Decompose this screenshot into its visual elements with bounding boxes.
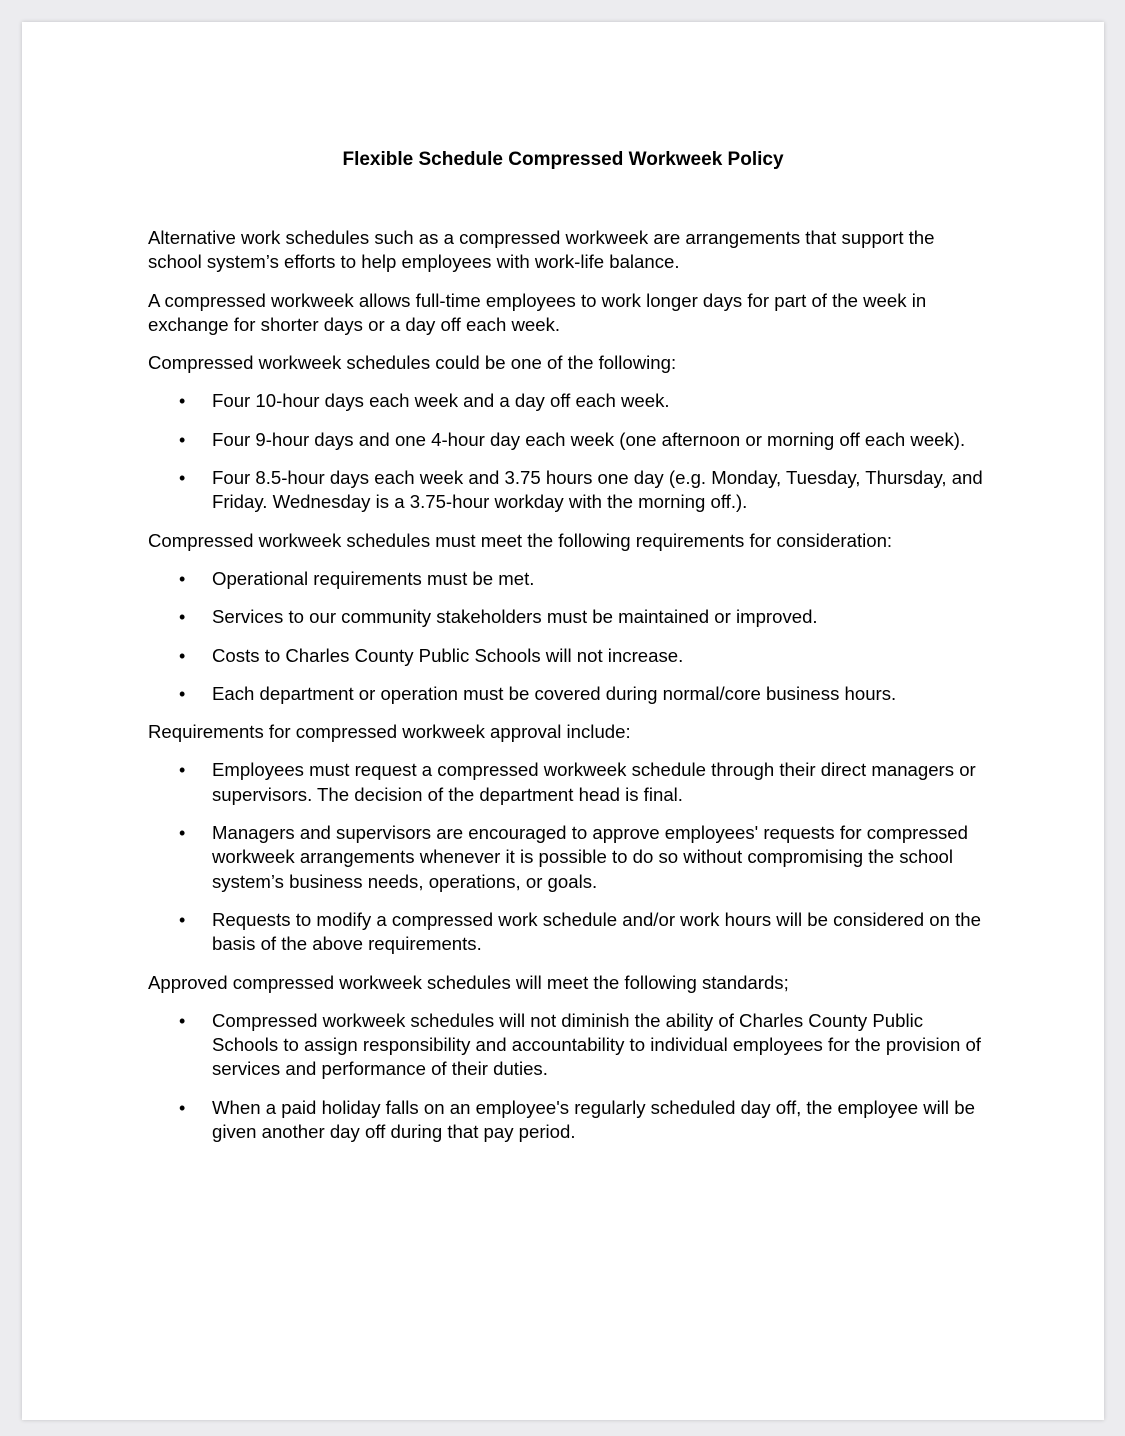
list-item: [148, 466, 988, 515]
list-item-text: Operational requirements must be met.: [212, 567, 535, 589]
section-heading-approval-requirements: Requirements for compressed workweek approval include:: [148, 721, 631, 743]
list-item: [148, 758, 988, 807]
list-item-text: Compressed workweek schedules will not diminish the ability of Charles County Public Schools to assign responsibility and accountability to individual employees for the provision of services and performance of their duties.: [212, 1009, 981, 1080]
bullet-icon: •: [179, 607, 186, 628]
bullet-icon: •: [179, 645, 186, 666]
list-item-text: Four 8.5-hour days each week and 3.75 hours one day (e.g. Monday, Tuesday, Thursday, and Friday. Wednesday is a 3.75-hour workday with the morning off.).: [212, 467, 983, 513]
bullet-icon: •: [179, 568, 186, 589]
bullet-icon: •: [179, 823, 186, 844]
consideration-requirements-list: [148, 567, 988, 706]
list-item: [148, 682, 988, 706]
bullet-icon: •: [179, 1097, 186, 1118]
approved-standards-list: [148, 1009, 988, 1144]
list-item: [148, 567, 988, 591]
intro-paragraph-2: A compressed workweek allows full-time employees to work longer days for part of the week in exchange for shorter days or a day off each week.: [148, 289, 927, 335]
bullet-icon: •: [179, 429, 186, 450]
list-item: [148, 605, 988, 629]
section-heading-schedule-options: Compressed workweek schedules could be one of the following:: [148, 352, 677, 374]
list-item: [148, 1096, 988, 1145]
list-item-text: When a paid holiday falls on an employee's regularly scheduled day off, the employee will be given another day off during that pay period.: [212, 1096, 975, 1143]
document-page: [22, 22, 1104, 1420]
bullet-icon: •: [179, 760, 186, 781]
list-item-text: Requests to modify a compressed work schedule and/or work hours will be considered on the basis of the above requirements.: [212, 908, 981, 955]
list-item-text: Four 10-hour days each week and a day off each week.: [212, 390, 670, 412]
list-item: [148, 821, 988, 894]
schedule-options-list: [148, 389, 988, 514]
list-item-text: Services to our community stakeholders must be maintained or improved.: [212, 606, 818, 628]
list-item-text: Costs to Charles County Public Schools will not increase.: [212, 644, 684, 666]
list-item: [148, 389, 988, 413]
approval-requirements-list: [148, 758, 988, 956]
list-item: [148, 644, 988, 668]
list-item-text: Managers and supervisors are encouraged to approve employees' requests for compressed workweek arrangements whenever it is possible to do so without compromising the school system’s business needs, operations, or goals.: [212, 822, 968, 892]
list-item-text: Each department or operation must be covered during normal/core business hours.: [212, 682, 897, 704]
bullet-icon: •: [179, 683, 186, 704]
bullet-icon: •: [179, 391, 186, 412]
document-body: [148, 226, 988, 1158]
list-item: [148, 1009, 988, 1082]
list-item: [148, 428, 988, 452]
list-item: [148, 908, 988, 957]
document-title: Flexible Schedule Compressed Workweek Policy: [342, 149, 784, 170]
intro-paragraph-1: Alternative work schedules such as a compressed workweek are arrangements that support the school system’s efforts to help employees with work-life balance.: [148, 227, 935, 273]
list-item-text: Employees must request a compressed workweek schedule through their direct managers or supervisors. The decision of the department head is final.: [212, 759, 976, 805]
bullet-icon: •: [179, 1010, 186, 1031]
section-heading-approved-standards: Approved compressed workweek schedules will meet the following standards;: [148, 971, 789, 993]
bullet-icon: •: [179, 909, 186, 930]
section-heading-consideration-requirements: Compressed workweek schedules must meet the following requirements for consideration:: [148, 529, 893, 551]
bullet-icon: •: [179, 468, 186, 489]
list-item-text: Four 9-hour days and one 4-hour day each week (one afternoon or morning off each week).: [212, 428, 966, 450]
